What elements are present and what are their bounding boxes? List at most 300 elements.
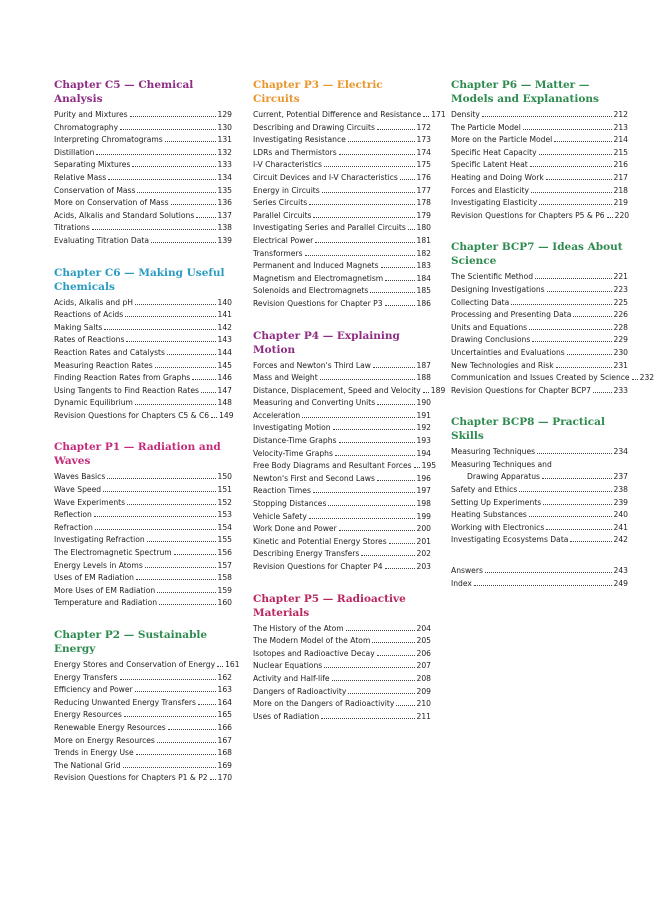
toc-entry-page: 234 [613,447,628,457]
toc-entry[interactable] [54,497,232,510]
toc-entry[interactable] [54,210,232,223]
toc-entry-title: The National Grid [54,760,121,770]
toc-entry-title: Uncertainties and Evaluations [451,347,565,357]
toc-entry-page: 249 [613,578,628,588]
toc-entry-page: 216 [613,160,628,170]
toc-entry[interactable] [451,522,628,535]
toc-entry-page: 138 [217,223,232,233]
toc-entry[interactable] [253,561,431,574]
toc-entry[interactable] [54,109,232,122]
dot-leader [94,516,216,517]
toc-entry[interactable] [54,585,232,598]
toc-entry-page: 173 [416,135,431,145]
dot-leader [120,129,215,130]
toc-entry[interactable] [54,309,232,322]
toc-entry-title: Density [451,110,480,119]
dot-leader [108,179,215,180]
toc-entry[interactable] [451,578,628,591]
dot-leader [309,518,415,519]
toc-entry-title: Transformers [253,248,303,258]
toc-entry[interactable] [451,284,628,297]
toc-entry[interactable] [451,347,628,360]
chapter-section [451,240,655,397]
dot-leader [151,242,215,243]
dot-leader [385,568,415,569]
toc-entry[interactable] [451,334,628,347]
toc-entry[interactable] [54,534,232,547]
toc-entry-page: 231 [613,360,628,370]
dot-leader [95,529,216,530]
toc-entry-page: 198 [416,499,431,509]
toc-entry-page: 239 [613,497,628,507]
toc-entry-page: 241 [613,522,628,532]
dot-leader [155,367,216,368]
toc-entry[interactable] [451,197,628,210]
toc-entry-page: 183 [416,261,431,271]
toc-entry[interactable] [253,711,431,724]
toc-entry[interactable] [54,735,232,748]
toc-entry-title: Isotopes and Radioactive Decay [253,648,375,658]
toc-entry-title: Current, Potential Difference and Resistance [253,110,422,119]
toc-entry[interactable] [253,235,431,248]
toc-entry-page: 168 [217,748,232,758]
toc-entry-title: Temperature and Radiation [54,598,158,608]
toc-entry[interactable] [253,360,431,373]
chapter-title: Chapter P4 — Explaining Motion [253,329,400,356]
toc-entry[interactable] [253,285,431,298]
toc-entry[interactable] [451,509,628,522]
toc-entry[interactable] [54,410,232,423]
toc-entry-page: 240 [613,510,628,520]
toc-entry[interactable] [451,372,655,385]
dot-leader [315,242,414,243]
toc-entry-page: 186 [416,298,431,308]
toc-entry[interactable] [253,686,431,699]
toc-entry-page: 217 [613,172,628,182]
toc-entry-page: 164 [217,697,232,707]
toc-entry-page: 154 [217,522,232,532]
dot-leader [373,367,415,368]
toc-entry[interactable] [451,297,628,310]
dot-leader [339,530,415,531]
toc-entry-title: More on the Dangers of Radioactivity [253,699,395,709]
toc-entry-title: Series Circuits [253,198,308,208]
chapter-title: Chapter BCP8 — Practical Skills [451,416,605,443]
toc-entry[interactable] [451,322,628,335]
dot-leader [126,341,215,342]
toc-entry[interactable] [253,197,431,210]
toc-entry-title: New Technologies and Risk [451,360,554,370]
toc-entry-title: Acceleration [253,410,301,420]
toc-entry-title: Acids, Alkalis and Standard Solutions [54,210,195,220]
toc-entry-page: 150 [217,472,232,482]
dot-leader [474,585,612,586]
toc-entry[interactable] [253,698,431,711]
toc-entry-title: Measuring Techniques and [451,459,552,469]
toc-entry[interactable] [451,446,628,459]
toc-entry[interactable] [54,372,232,385]
toc-entry-page: 229 [613,335,628,345]
dot-leader [157,742,216,743]
toc-entry-page: 162 [217,672,232,682]
toc-entry-title: Energy Levels in Atoms [54,560,143,570]
dot-leader [120,679,216,680]
toc-entry[interactable] [54,484,232,497]
toc-entry-page: 201 [416,536,431,546]
toc-entry-page: 209 [416,686,431,696]
toc-entry-title: Heating Substances [451,510,527,520]
toc-entry[interactable] [253,385,446,398]
toc-entry-title: Activity and Half-life [253,673,330,683]
dot-leader [361,555,414,556]
toc-entry-title: Magnetism and Electromagnetism [253,273,384,283]
toc-entry[interactable] [54,522,232,535]
dot-leader [423,116,429,117]
toc-entry-title: Stopping Distances [253,499,327,509]
toc-entry[interactable] [54,147,232,160]
dot-leader [348,693,414,694]
dot-leader [335,455,415,456]
dot-leader [333,429,415,430]
toc-entry-page: 197 [416,486,431,496]
toc-entry[interactable] [253,185,431,198]
toc-entry[interactable] [253,460,437,473]
chapter-title: Chapter P1 — Radiation and Waves [54,441,221,468]
toc-entry-page: 195 [421,461,437,471]
toc-entry-page: 203 [416,562,431,571]
dot-leader [377,129,415,130]
toc-entry-page: 208 [416,673,431,683]
toc-entry-title: The Electromagnetic Spectrum [54,548,172,558]
toc-entry-title: Revision Questions for Chapter P4 [253,562,383,571]
dot-leader [539,204,611,205]
toc-entry[interactable] [253,172,431,185]
dot-leader [535,278,611,279]
toc-entry[interactable] [54,697,232,710]
dot-leader [385,280,414,281]
toc-entry[interactable] [451,147,628,160]
dot-leader [127,504,215,505]
toc-entry[interactable] [54,172,232,185]
toc-entry-title: I-V Characteristics [253,160,322,170]
toc-entry[interactable] [54,159,232,172]
dot-leader [593,392,612,393]
toc-entry-title: Revision Questions for Chapters C5 & C6 [54,410,210,420]
dot-leader [211,417,217,418]
toc-entry[interactable] [54,747,232,760]
toc-entry-title: Energy Transfers [54,672,118,682]
dot-leader [320,379,415,380]
dot-leader [529,329,611,330]
dot-leader [385,305,415,306]
toc-entry-title: Waves Basics [54,472,106,482]
toc-entry-page: 213 [613,122,628,132]
chapter-section [54,628,240,785]
dot-leader [346,630,415,631]
toc-entry-title: Revision Questions for Chapter BCP7 [451,385,591,395]
toc-entry[interactable] [253,372,431,385]
dot-leader [423,392,429,393]
toc-entry-title: The History of the Atom [253,623,344,633]
toc-entry-page: 140 [217,297,232,307]
toc-entry-title: Heating and Doing Work [451,172,544,182]
toc-entry-page: 232 [639,373,655,383]
toc-entry-page: 181 [416,235,431,245]
toc-entry[interactable] [451,210,628,223]
toc-entry-page: 134 [217,172,232,182]
toc-entry[interactable] [253,523,431,536]
dot-leader [135,691,216,692]
toc-entry[interactable] [54,597,232,610]
toc-entry[interactable] [451,122,628,135]
toc-entry-page: 206 [416,648,431,658]
toc-entry[interactable] [54,134,232,147]
toc-entry-title: Uses of Radiation [253,711,320,721]
toc-entry-title: Drawing Conclusions [451,335,531,345]
toc-entry-title: Designing Investigations [451,284,545,294]
chapter-title: Chapter P2 — Sustainable Energy [54,629,208,655]
toc-entry-title: Safety and Ethics [451,485,518,495]
toc-entry[interactable] [54,185,232,198]
toc-entry[interactable] [54,297,232,310]
dot-leader [332,680,415,681]
toc-entry[interactable] [451,497,628,510]
toc-entry-title: More on Conservation of Mass [54,198,169,208]
toc-entry-page: 211 [416,711,431,721]
toc-entry[interactable] [451,309,628,322]
toc-entry-page: 202 [416,549,431,559]
toc-entry-page: 237 [613,472,628,482]
toc-entry-page: 135 [217,185,232,195]
toc-entry[interactable] [253,536,431,549]
toc-entry-title: Collecting Data [451,297,510,307]
toc-entry[interactable] [253,273,431,286]
dot-leader [328,505,414,506]
dot-leader [408,229,415,230]
toc-entry-page: 207 [416,661,431,671]
toc-entry-page: 185 [416,286,431,296]
toc-entry-title: Energy Stores and Conservation of Energy [54,660,216,669]
toc-entry[interactable] [253,673,431,686]
toc-entry[interactable] [451,471,628,484]
toc-entry[interactable] [54,471,232,484]
toc-entry[interactable] [451,484,628,497]
dot-leader [339,154,415,155]
toc-entry[interactable] [54,772,232,785]
dot-leader [389,543,415,544]
toc-entry[interactable] [54,397,232,410]
toc-entry-title: Acids, Alkalis and pH [54,297,133,307]
toc-entry-title: Investigating Series and Parallel Circuits [253,223,406,233]
toc-entry[interactable] [451,459,628,472]
toc-entry[interactable] [54,672,232,685]
toc-entry[interactable] [253,648,431,661]
toc-entry-title: LDRs and Thermistors [253,147,337,157]
toc-entry[interactable] [253,248,431,261]
chapter-title: Chapter P5 — Radioactive Materials [253,592,406,619]
toc-entry[interactable] [54,684,232,697]
toc-entry-title: Parallel Circuits [253,210,312,220]
toc-entry[interactable] [253,210,431,223]
dot-leader [537,453,611,454]
toc-entry[interactable] [451,185,628,198]
toc-entry-title: Rates of Reactions [54,335,125,345]
toc-entry-title: Kinetic and Potential Energy Stores [253,536,387,546]
toc-entry-title: Forces and Elasticity [451,185,529,195]
toc-entry[interactable] [253,134,431,147]
dot-leader [530,166,612,167]
toc-entry-page: 225 [613,297,628,307]
toc-entry[interactable] [54,347,232,360]
toc-entry[interactable] [253,122,431,135]
toc-entry-title: Investigating Refraction [54,535,145,545]
chapter-title: Chapter P3 — Electric Circuits [253,79,383,105]
toc-entry-page: 187 [416,360,431,370]
toc-entry[interactable] [253,498,431,511]
dot-leader [539,154,612,155]
toc-entry-page: 189 [430,385,446,395]
toc-entry[interactable] [54,509,232,522]
toc-entry[interactable] [451,134,628,147]
toc-entry-page: 167 [217,735,232,745]
toc-entry-title: Work Done and Power [253,524,337,534]
dot-leader [136,579,216,580]
toc-entry-title: Circuit Devices and I-V Characteristics [253,172,398,182]
toc-entry-page: 133 [217,160,232,170]
toc-entry-page: 153 [217,510,232,520]
toc-entry[interactable] [54,385,232,398]
toc-entry-title: Refraction [54,522,93,532]
toc-entry-title: Trends in Energy Use [54,748,134,758]
dot-leader [519,491,611,492]
toc-entry[interactable] [54,659,240,672]
toc-entry[interactable] [451,360,628,373]
toc-entry-title: Dangers of Radioactivity [253,686,347,696]
toc-entry[interactable] [451,271,628,284]
toc-entry[interactable] [253,635,431,648]
toc-entry-title: Electrical Power [253,235,314,245]
dot-leader [570,541,611,542]
toc-entry[interactable] [54,560,232,573]
toc-entry[interactable] [253,435,431,448]
dot-leader [321,718,414,719]
toc-entry-title: Specific Latent Heat [451,160,528,170]
toc-entry[interactable] [54,760,232,773]
toc-entry[interactable] [451,534,628,547]
toc-entry-title: Energy in Circuits [253,185,320,195]
toc-entry[interactable] [54,722,232,735]
dot-leader [137,192,215,193]
toc-entry[interactable] [253,485,431,498]
dot-leader [607,217,613,218]
toc-entry[interactable] [253,298,431,311]
chapter-section [54,440,232,610]
toc-entry[interactable] [253,548,431,561]
toc-entry[interactable] [253,473,431,486]
toc-entry-page: 152 [217,497,232,507]
dot-leader [135,404,216,405]
toc-entry[interactable] [253,511,431,524]
toc-entry[interactable] [54,360,232,373]
dot-leader [546,179,612,180]
toc-entry[interactable] [54,222,232,235]
toc-entry[interactable] [54,709,232,722]
toc-entry-title: Evaluating Titration Data [54,235,150,245]
dot-leader [123,767,216,768]
chapter-title: Chapter BCP7 — Ideas About Science [451,241,623,268]
toc-entry-title: Processing and Presenting Data [451,310,572,320]
toc-entry[interactable] [451,172,628,185]
toc-entry-title: Investigating Ecosystems Data [451,535,569,545]
toc-entry[interactable] [451,565,628,578]
toc-entry-page: 243 [613,566,628,576]
toc-entry[interactable] [253,410,431,423]
dot-leader [104,329,215,330]
toc-entry[interactable] [451,385,628,398]
toc-entry-page: 142 [217,322,232,332]
toc-entry[interactable] [54,572,232,585]
toc-entry[interactable] [451,159,628,172]
toc-entry-title: Communication and Issues Created by Science [451,373,630,383]
toc-entry-page: 143 [217,335,232,345]
toc-entry-page: 141 [217,310,232,320]
toc-entry-title: The Particle Model [451,122,521,132]
toc-entry[interactable] [253,397,431,410]
dot-leader [531,192,612,193]
toc-entry-title: Newton's First and Second Laws [253,473,375,483]
toc-entry[interactable] [253,660,431,673]
toc-entry-page: 188 [416,373,431,383]
dot-leader [198,704,216,705]
toc-entry-title: Drawing Apparatus [467,472,541,482]
toc-entry[interactable] [253,448,431,461]
toc-entry[interactable] [253,159,431,172]
toc-entry[interactable] [253,422,431,435]
toc-entry-title: Titrations [54,223,90,233]
toc-entry[interactable] [54,322,232,335]
toc-entry-page: 159 [217,585,232,595]
toc-entry[interactable] [253,109,446,122]
toc-entry-page: 176 [416,172,431,182]
toc-entry-title: Measuring Reaction Rates [54,360,153,370]
toc-entry[interactable] [253,222,431,235]
dot-leader [135,304,216,305]
dot-leader [523,129,612,130]
dot-leader [125,316,215,317]
toc-entry-page: 151 [217,485,232,495]
toc-entry[interactable] [54,547,232,560]
toc-entry[interactable] [253,147,431,160]
toc-column-2 [253,78,446,803]
toc-entry[interactable] [253,623,431,636]
toc-entry-page: 228 [613,322,628,332]
toc-entry[interactable] [451,109,628,122]
dot-leader [372,642,414,643]
toc-entry-title: Permanent and Induced Magnets [253,261,379,271]
toc-entry-page: 230 [613,347,628,357]
toc-entry[interactable] [54,334,232,347]
toc-entry-page: 226 [613,310,628,320]
toc-entry-title: Efficiency and Power [54,685,133,695]
toc-entry[interactable] [54,122,232,135]
toc-entry-title: Distillation [54,147,95,157]
toc-entry-title: Vehicle Safety [253,511,307,521]
toc-entry[interactable] [54,235,232,248]
toc-entry[interactable] [253,260,431,273]
toc-entry[interactable] [54,197,232,210]
toc-entry-page: 169 [217,760,232,770]
toc-entry-title: Describing Energy Transfers [253,549,360,559]
